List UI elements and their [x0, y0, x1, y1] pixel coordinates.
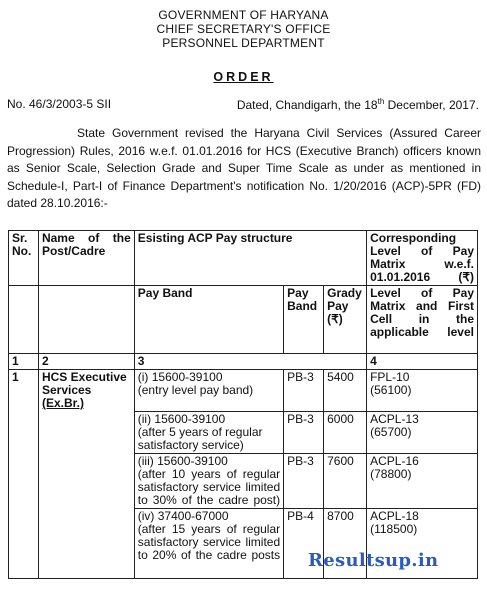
level-cell: ACPL-18 (118500)	[367, 509, 478, 579]
reference-number: No. 46/3/2003-5 SII	[7, 97, 112, 111]
pay-band-cell: (iii) 15600-39100 (after 10 years of regular satisfactory service limited to 30% of the cadre post)	[134, 454, 283, 509]
government-title: GOVERNMENT OF HARYANA	[158, 8, 329, 22]
grade-pay-cell: 6000	[324, 412, 367, 454]
pb-cell: PB-3	[284, 412, 324, 454]
subheader-pay-band-code: Pay Band	[284, 286, 324, 354]
pay-band-cell: (i) 15600-39100 (entry level pay band)	[134, 370, 283, 412]
pay-band-cell: (iv) 37400-67000 (after 15 years of regular satisfactory service limited to 20% of the cadre posts	[134, 509, 283, 579]
column-number: 2	[38, 354, 134, 370]
office-title: CHIEF SECRETARY'S OFFICE	[156, 22, 331, 36]
column-number: 4	[367, 354, 478, 370]
level-cell: ACPL-16 (78800)	[367, 454, 478, 509]
table-row	[9, 370, 478, 412]
column-number: 1	[9, 354, 39, 370]
subheader-pay-band: Pay Band	[134, 286, 283, 354]
header-existing-structure: Esisting ACP Pay structure	[134, 231, 366, 286]
header-corresponding-level: Corresponding Level of Pay Matrix w.e.f. 01.01.2016 (₹)	[367, 231, 478, 286]
pb-cell: PB-3	[284, 370, 324, 412]
header-sr-no: Sr. No.	[9, 231, 39, 286]
table-cell	[9, 286, 39, 354]
header-post-name: Name of the Post/Cadre	[38, 231, 134, 286]
sr-number-cell: 1	[9, 370, 39, 579]
site-watermark: Resultsup.in	[308, 550, 439, 571]
table-header-row	[9, 231, 478, 286]
grade-pay-cell: 7600	[324, 454, 367, 509]
order-heading: ORDER	[213, 70, 274, 84]
table-subheader-row	[9, 286, 478, 354]
date-line: Dated, Chandigarh, the 18th December, 2017.	[236, 97, 479, 112]
order-body-paragraph: State Government revised the Haryana Civil Services (Assured Career Progression) Rules, 2016 w.e.f. 01.01.2016 for HCS (Executive Branch) officers known as Senior Scale, Selection Grade and Super Time Scale as under as mentioned in Schedule-I, Part-I of Finance Department's notification No. 1/20/2016 (ACP)-5PR (FD) dated 28.10.2016:-	[7, 126, 481, 211]
subheader-grade-pay: Grady Pay (₹)	[324, 286, 367, 354]
level-cell: FPL-10 (56100)	[367, 370, 478, 412]
pay-band-cell: (ii) 15600-39100 (after 5 years of regular satisfactory service)	[134, 412, 283, 454]
pb-cell: PB-3	[284, 454, 324, 509]
table-number-row	[9, 354, 478, 370]
pay-structure-table	[8, 230, 478, 579]
subheader-level: Level of Pay Matrix and First Cell in the applicable level	[367, 286, 478, 354]
column-number: 3	[134, 354, 366, 370]
department-title: PERSONNEL DEPARTMENT	[162, 36, 325, 50]
grade-pay-cell: 5400	[324, 370, 367, 412]
pb-cell: PB-4	[284, 509, 324, 579]
post-name-cell: HCS Executive Services (Ex.Br.)	[38, 370, 134, 579]
grade-pay-cell: 8700	[324, 509, 367, 579]
table-cell	[38, 286, 134, 354]
level-cell: ACPL-13 (65700)	[367, 412, 478, 454]
